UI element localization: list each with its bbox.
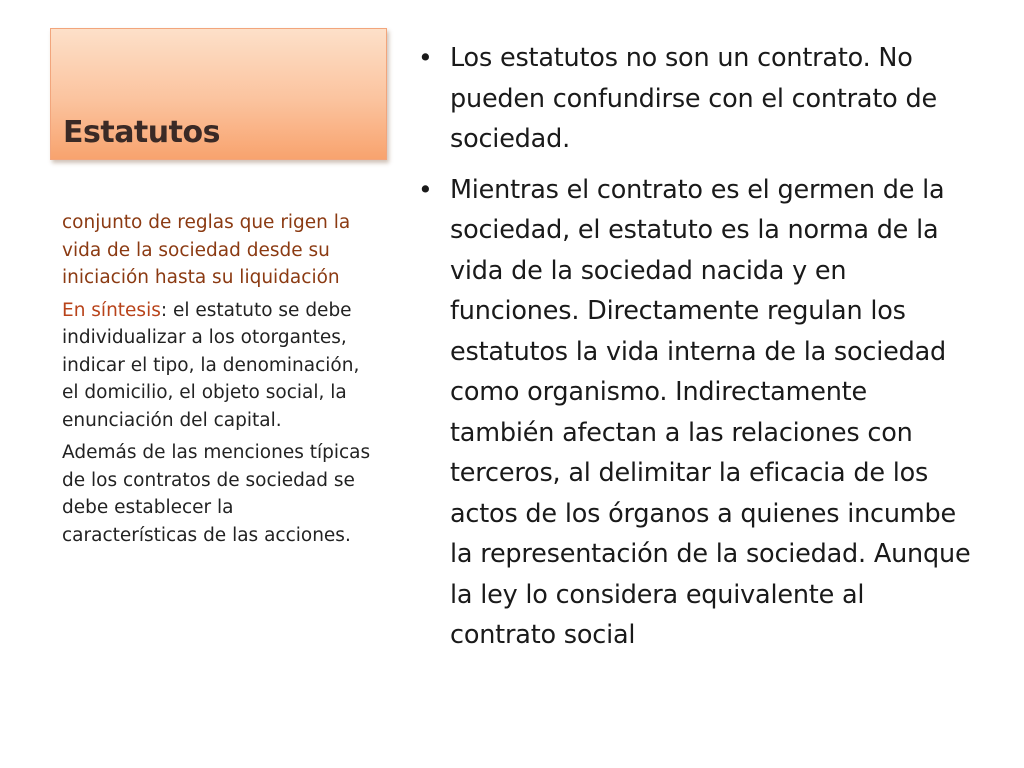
synthesis-paragraph (62, 297, 374, 435)
bullet-marker: • (418, 174, 433, 204)
additional-paragraph: Además de las menciones típicas de los contratos de sociedad se debe establecer la características de las acciones. (62, 442, 371, 546)
bullet-marker: • (418, 43, 433, 72)
bullet-item (418, 38, 978, 160)
definition-paragraph: conjunto de reglas que rigen la vida de la sociedad desde su iniciación hasta su liquidación (62, 212, 351, 288)
bullet-text: Los estatutos no son un contrato. No pueden confundirse con el contrato de sociedad. (450, 43, 937, 154)
synthesis-text: : el estatuto se debe individualizar a los otorgantes, indicar el tipo, la denominación, el domicilio, el objeto social, la enunciación del capital. (62, 299, 360, 431)
bullet-text: Mientras el contrato es el germen de la sociedad, el estatuto es la norma de la vida de la sociedad nacida y en funciones. Directamente regulan los estatutos la vida interna de la sociedad como organismo. Indirectamente también afectan a las relaciones con terceros, al delimitar la eficacia de los actos de los órganos a quienes incumbe la representación de la sociedad. Aunque la ley lo considera equivalente al contrato social (450, 174, 971, 650)
bullet-list (418, 38, 978, 666)
slide-title: Estatutos (63, 115, 220, 150)
bullet-item (418, 170, 978, 656)
title-box (50, 28, 387, 160)
synthesis-label: En síntesis (62, 299, 161, 321)
left-column (62, 209, 374, 554)
